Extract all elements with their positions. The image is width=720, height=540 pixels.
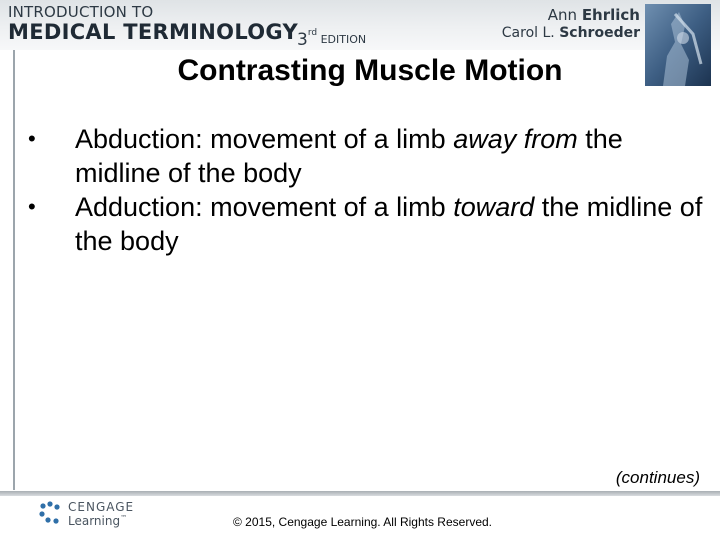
edition-suffix: rd	[307, 28, 318, 38]
bullet-glyph: •	[28, 194, 36, 219]
copyright-notice: © 2015, Cengage Learning. All Rights Reserved.	[233, 515, 493, 529]
edition-word: EDITION	[320, 33, 367, 46]
bullet-list	[28, 122, 708, 258]
author-2-first: Carol L.	[501, 25, 555, 41]
author-1-first: Ann	[547, 6, 578, 24]
author-2	[502, 25, 640, 41]
series-title-line2: MEDICAL TERMINOLOGY	[8, 20, 298, 44]
author-1-last: Ehrlich	[581, 6, 640, 24]
bullet-item	[28, 190, 708, 258]
bullet-emphasis: toward	[453, 192, 535, 222]
left-divider	[13, 50, 15, 490]
cengage-logo-icon	[38, 500, 64, 526]
slide-title: Contrasting Muscle Motion	[177, 54, 563, 87]
continues-label: (continues)	[615, 468, 700, 487]
series-title-line1: INTRODUCTION TO	[8, 3, 154, 21]
bullet-text: Adduction: movement of a limb	[75, 192, 454, 222]
bullet-text: Abduction: movement of a limb	[75, 124, 454, 154]
bullet-glyph: •	[28, 126, 36, 151]
bullet-text: the midline of the body	[75, 192, 703, 256]
logo-word-cengage: CENGAGE	[68, 500, 135, 514]
bullet-emphasis: away from	[453, 124, 578, 154]
edition-number: 3	[297, 30, 308, 50]
author-1	[548, 6, 640, 24]
author-2-last: Schroeder	[559, 25, 640, 41]
header-band	[0, 0, 720, 50]
bullet-text: the midline of the body	[75, 124, 623, 188]
logo-trademark: ™	[120, 514, 128, 522]
footer-divider	[0, 491, 720, 496]
edition-label	[297, 28, 366, 48]
bullet-item	[28, 122, 708, 190]
logo-word-learning-text: Learning	[68, 514, 121, 528]
logo-word-learning	[68, 514, 127, 528]
